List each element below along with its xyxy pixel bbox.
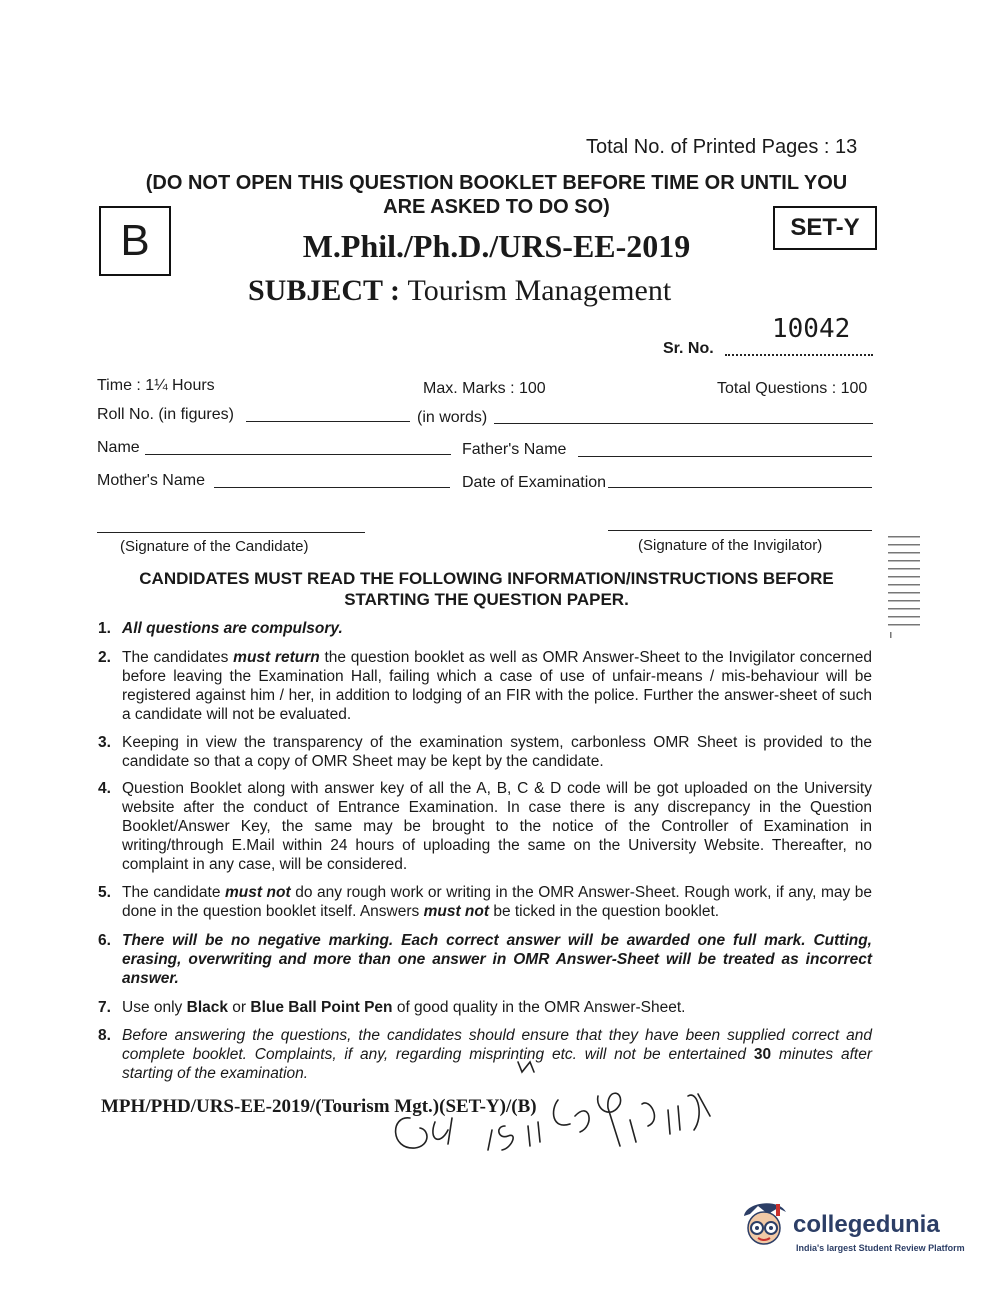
text-part: the question booklet as well as OMR Answer-Sheet to the Invigilator concerned before leaving the Examination Hall, failing which a case of use of unfair-means / mis-behaviour will be registered against him / her, in addition to lodging of an FIR with the police. Further the answer-sheet of such a candidate will not be evaluated. [122, 649, 872, 723]
roll-number-words-label: (in words) [417, 409, 488, 426]
serial-number-dots [725, 346, 873, 356]
emphasis-blue-pen: Blue Ball Point Pen [250, 999, 393, 1016]
instruction-number: 7. [98, 999, 111, 1016]
serial-number-value: 10042 [772, 314, 851, 344]
warning-line-2: ARE ASKED TO DO SO) [383, 196, 610, 218]
time-field: Time : 1¼ Hours [97, 377, 215, 394]
instruction-number: 5. [98, 884, 111, 901]
emphasis-must-return: must return [233, 649, 320, 666]
invigilator-signature-label: (Signature of the Invigilator) [638, 537, 823, 554]
date-of-examination-line[interactable] [608, 487, 872, 488]
candidate-signature-label: (Signature of the Candidate) [120, 538, 309, 555]
instruction-item-2 [98, 648, 872, 724]
instruction-item-3 [98, 733, 872, 771]
collegedunia-mascot-icon [738, 1198, 792, 1254]
subject-value: Tourism Management [407, 274, 672, 307]
total-questions-field: Total Questions : 100 [717, 380, 868, 397]
handwritten-signature [380, 1060, 720, 1160]
instruction-number: 4. [98, 780, 111, 797]
instruction-text: There will be no negative marking. Each correct answer will be awarded one full mark. Cutting, erasing, overwriting and more than one answer in OMR Answer-Sheet will be treated as incorrect answer. [122, 932, 872, 987]
text-part: Before answering the questions, the candidates should ensure that they have been supplied correct and complete booklet. Complaints, if any, regarding misprinting etc. will not be entertained [122, 1027, 872, 1063]
set-box: SET-Y [773, 206, 877, 250]
instruction-text [122, 648, 872, 724]
instruction-item-5 [98, 883, 872, 921]
warning-line-1: (DO NOT OPEN THIS QUESTION BOOKLET BEFORE TIME OR UNTIL YOU [145, 172, 848, 194]
instruction-number: 3. [98, 734, 111, 751]
subject-label: SUBJECT : [248, 274, 400, 307]
emphasis-must-not: must not [423, 903, 490, 920]
instructions-heading-line-2: STARTING THE QUESTION PAPER. [344, 590, 629, 609]
roll-number-figures-line[interactable] [246, 421, 410, 422]
instruction-item-1 [98, 619, 872, 638]
instruction-text: Keeping in view the transparency of the examination system, carbonless OMR Sheet is provided to the candidate so that a copy of OMR Sheet may be kept by the candidate. [122, 734, 872, 770]
text-part: be ticked in the question booklet. [489, 903, 720, 920]
emphasis-must-not: must not [225, 884, 291, 901]
roll-number-words-line[interactable] [494, 423, 873, 424]
text-part: The candidate [122, 884, 225, 901]
text-part: do any rough work or writing in the OMR Answer-Sheet. Rough work, if any, may be done in the question booklet itself. Answers [122, 884, 873, 920]
text-part: Use only [122, 999, 187, 1016]
roll-number-label: Roll No. (in figures) [97, 406, 234, 423]
name-label: Name [97, 439, 140, 456]
instruction-number: 2. [98, 649, 111, 666]
emphasis-black: Black [186, 999, 228, 1016]
instruction-text: All questions are compulsory. [122, 620, 343, 637]
instruction-item-6 [98, 931, 872, 988]
exam-title: M.Phil./Ph.D./URS-EE-2019 [302, 228, 691, 264]
date-of-examination-label: Date of Examination [462, 474, 607, 491]
instruction-text [122, 883, 872, 921]
printed-pages-count: Total No. of Printed Pages : 13 [586, 136, 858, 158]
father-name-label: Father's Name [462, 441, 567, 458]
text-part: or [228, 999, 251, 1016]
father-name-line[interactable] [578, 456, 872, 457]
footer-booklet-code: MPH/PHD/URS-EE-2019/(Tourism Mgt.)(SET-Y)/(B) [101, 1096, 537, 1117]
instruction-number: 1. [98, 620, 111, 637]
instruction-item-7 [98, 998, 872, 1017]
instruction-number: 6. [98, 932, 111, 949]
subject-line [248, 274, 671, 308]
invigilator-signature-line[interactable] [608, 530, 872, 531]
collegedunia-logo-text: collegedunia [793, 1211, 940, 1238]
collegedunia-tagline: India's largest Student Review Platform [796, 1243, 965, 1253]
text-part: of good quality in the OMR Answer-Sheet. [392, 999, 686, 1016]
instruction-number: 8. [98, 1027, 111, 1044]
name-line[interactable] [145, 454, 451, 455]
emphasis-thirty: 30 [753, 1046, 772, 1063]
max-marks-field: Max. Marks : 100 [423, 380, 546, 397]
text-part: minutes after starting of the examination. [122, 1046, 872, 1082]
text-part: The candidates [122, 649, 234, 666]
mother-name-label: Mother's Name [97, 472, 205, 489]
mother-name-line[interactable] [214, 487, 450, 488]
instructions-heading-line-1: CANDIDATES MUST READ THE FOLLOWING INFORMATION/INSTRUCTIONS BEFORE [139, 569, 834, 588]
instruction-text: Question Booklet along with answer key of all the A, B, C & D code will be got uploaded on the University website after the conduct of Entrance Examination. In case there is any discrepancy in the Question Booklet/Answer Key, the same may be brought to the notice of the Controller of Examination in writing/through E.Mail within 24 hours of uploading the same on the University Website. Thereafter, no complaint in any case, will be considered. [122, 780, 872, 873]
candidate-signature-line[interactable] [97, 532, 365, 533]
serial-number-label: Sr. No. [663, 340, 714, 357]
booklet-code-box: B [99, 206, 171, 276]
instruction-item-4 [98, 779, 872, 874]
instruction-text [122, 998, 872, 1017]
